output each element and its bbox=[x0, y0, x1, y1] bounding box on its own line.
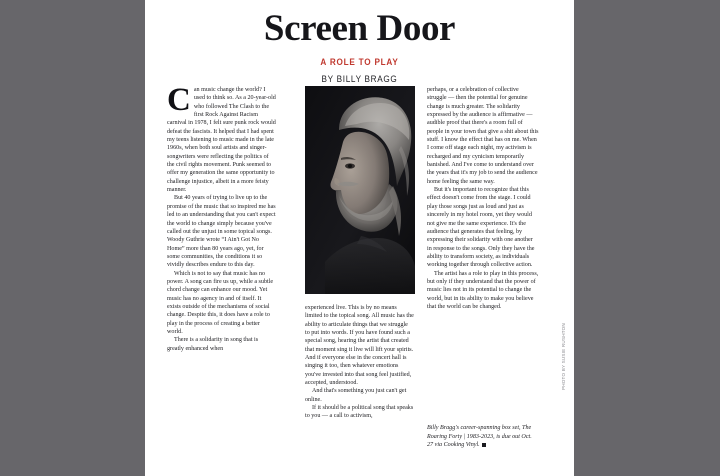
paragraph: And that's something you just can't get online. bbox=[305, 388, 407, 403]
article-byline: BY BILLY BRAGG bbox=[321, 73, 398, 85]
article-column-1 bbox=[167, 82, 276, 353]
paragraph: There is a solidarity in song that is greatly enhanced when bbox=[167, 337, 259, 352]
photo-credit: PHOTO BY SUSIE RUSHTON bbox=[561, 323, 566, 390]
author-bio-text: Billy Bragg's career-spanning box set, The Roaring Forty | 1983-2023, is due out Oct. 27 via Cooking Vinyl. bbox=[427, 425, 532, 448]
paragraph: experienced live. This is by no means limited to the topical song. All music has the ability to articulate things that we struggle to put into words. If you have found such a special song, hearing the artist that created that moment sing it live will lift your spirits. And if everyone else in the concert hall is singing it too, then whatever emotions you've invested into that song feel justified, accepted, understood. bbox=[305, 305, 414, 387]
page-title: Screen Door bbox=[263, 8, 456, 49]
paragraph: The artist has a role to play in this process, but only if they understand that the power of music lies not in its potential to change the world, but in its ability to make you believe that the world can be changed. bbox=[427, 270, 539, 310]
page-content-area bbox=[167, 0, 566, 476]
article-column-3 bbox=[427, 86, 539, 311]
paragraph: If it should be a political song that speaks to you — a call to activism, bbox=[305, 405, 414, 420]
article-column-2 bbox=[305, 304, 414, 421]
paragraph: Can music change the world? I used to think so. As a 20-year-old who followed The Clash to the first Rock Against Racism carnival in 1978, I felt sure punk rock would defeat the fascists. It helped that I had spent my teens listening to music made in the late 1960s, when both soul artists and singer-songwriters were reflecting the politics of the civil rights movement. Punk seemed to offer my generation the same opportunity to challenge injustice, albeit in a more feisty manner. bbox=[167, 82, 276, 194]
magazine-page bbox=[145, 0, 574, 476]
paragraph: perhaps, or a celebration of collective struggle — then the potential for genuine change is much greater. The solidarity expressed by the audience is affirmative — audible proof that there's a room full of people in your town that give a shit about this stuff. I know the effect that has on me. When I come off stage each night, my activism is recharged and my cynicism temporarily banished. And I've come to understand over the years that it's my job to send the audience home feeling the same way. bbox=[427, 87, 539, 185]
author-bio bbox=[427, 424, 539, 450]
end-mark-icon bbox=[482, 443, 486, 447]
paragraph: But it's important to recognize that this effect doesn't come from the stage. I could play those songs just as loud and just as sincerely in my hotel room, yet they would not give me the same experience. It's the audience that generates that feeling, by expressing their solidarity with one another in response to the songs. Only they have the ability to transform society, as individuals working together through collective action. bbox=[427, 187, 535, 269]
article-body bbox=[167, 82, 552, 472]
paragraph: But 40 years of trying to live up to the promise of the music that so inspired me has led to an understanding that you can't expect the world to change simply because you've called out the unjust in some topical songs. Woody Guthrie wrote “I Ain't Got No Home” more than 80 years ago, yet, for some communities, the conditions it so vividly describes endure to this day. bbox=[167, 195, 276, 269]
article-kicker: A ROLE TO PLAY bbox=[320, 56, 399, 68]
paragraph: Which is not to say that music has no power. A song can fire us up, while a subtle chord change can enhance our mood. Yet music has no agency in and of itself. It exists outside of the mechanisms of social change. Despite this, it does have a role to play in the process of creating a better world. bbox=[167, 270, 274, 335]
masthead bbox=[167, 0, 552, 85]
